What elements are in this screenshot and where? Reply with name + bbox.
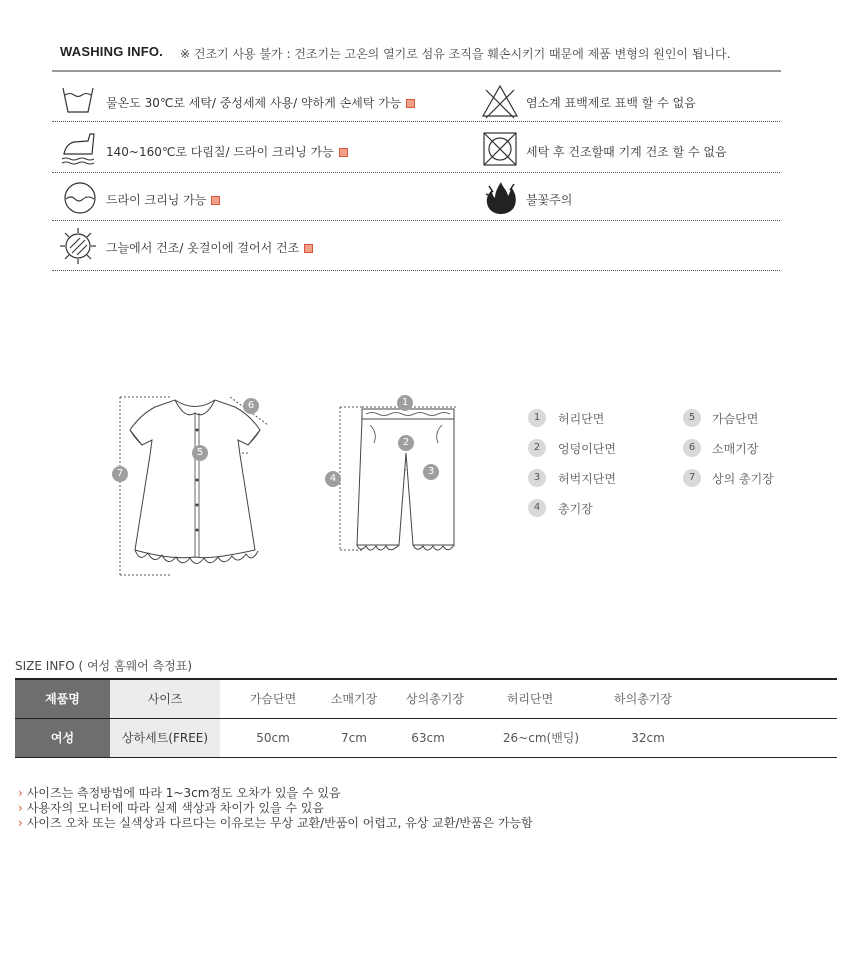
table-cell: 63cm	[411, 731, 445, 745]
legend-badge-3: 3	[528, 469, 546, 487]
marker-7: 7	[112, 466, 128, 482]
legend-badge-7: 7	[683, 469, 701, 487]
table-header-row	[15, 680, 837, 718]
header-col: 하의총기장	[614, 692, 672, 706]
legend-badge-5: 5	[683, 409, 701, 427]
table-cell: 26~cm(밴딩)	[502, 731, 580, 745]
table-cell: 32cm	[631, 731, 665, 745]
washing-title: WASHING INFO.	[60, 44, 163, 59]
wash-item-text-4: 세탁 후 건조할때 기계 건조 할 수 없음	[526, 145, 727, 159]
header-product-name: 제품명	[15, 680, 110, 718]
header-col: 상의총기장	[406, 692, 464, 706]
marker-4: 4	[325, 471, 341, 487]
arrow-icon: ›	[18, 801, 23, 815]
note-item: › 사용자의 모니터에 따라 실제 색상과 차이가 있을 수 있음	[18, 801, 324, 815]
marker-6: 6	[243, 398, 259, 414]
row-divider	[52, 172, 780, 173]
washing-divider	[52, 70, 781, 72]
wash-item-text-3: 140~160℃로 다림질/ 드라이 크리닝 가능	[106, 143, 348, 160]
wash-item-text-1: 물온도 30℃로 세탁/ 중성세제 사용/ 약하게 손세탁 가능	[106, 94, 415, 111]
no-bleach-icon	[480, 82, 520, 122]
marker-2: 2	[398, 435, 414, 451]
shade-dry-icon	[58, 226, 98, 266]
row-size: 상하세트(FREE)	[110, 719, 220, 757]
legend-label-6: 소매기장	[712, 442, 759, 456]
header-col: 가슴단면	[249, 692, 297, 706]
wash-item-text-2: 염소계 표백제로 표백 할 수 없음	[526, 96, 696, 110]
row-product-name: 여성	[15, 719, 110, 757]
flame-icon	[481, 178, 521, 218]
legend-label-3: 허벅지단면	[558, 472, 616, 486]
note-item: › 사이즈는 측정방법에 따라 1~3cm정도 오차가 있을 수 있음	[18, 786, 341, 800]
legend-badge-2: 2	[528, 439, 546, 457]
marker-5: 5	[192, 445, 208, 461]
check-square-icon	[339, 148, 348, 157]
size-table	[15, 678, 837, 758]
no-tumble-dry-icon	[480, 129, 520, 169]
row-divider	[52, 220, 780, 221]
wash-tub-icon	[58, 80, 98, 120]
check-square-icon	[406, 99, 415, 108]
legend-label-4: 총기장	[558, 502, 593, 516]
size-info-title: SIZE INFO ( 여성 홈웨어 측정표)	[15, 659, 192, 673]
legend-label-1: 허리단면	[558, 412, 605, 426]
header-col: 허리단면	[506, 692, 554, 706]
table-cell: 50cm	[256, 731, 290, 745]
row-divider	[52, 121, 780, 122]
legend-badge-6: 6	[683, 439, 701, 457]
legend-badge-4: 4	[528, 499, 546, 517]
legend-label-5: 가슴단면	[712, 412, 759, 426]
check-square-icon	[211, 196, 220, 205]
table-row	[15, 718, 837, 757]
arrow-icon: ›	[18, 816, 23, 830]
legend-label-7: 상의 총기장	[712, 472, 774, 486]
top-garment-diagram	[110, 385, 280, 585]
header-col: 소매기장	[330, 692, 378, 706]
iron-icon	[58, 128, 98, 168]
washing-note: ※ 건조기 사용 불가 : 건조기는 고온의 열기로 섬유 조직을 훼손시키기 때문에 제품 변형의 원인이 됩니다.	[180, 47, 731, 61]
legend-badge-1: 1	[528, 409, 546, 427]
wash-item-text-6: 불꽃주의	[526, 193, 573, 207]
table-cell: 7cm	[341, 731, 367, 745]
marker-3: 3	[423, 464, 439, 480]
legend-label-2: 엉덩이단면	[558, 442, 616, 456]
header-size: 사이즈	[110, 680, 220, 718]
dry-clean-icon	[60, 178, 100, 218]
marker-1: 1	[397, 395, 413, 411]
wash-item-text-7: 그늘에서 건조/ 옷걸이에 걸어서 건조	[106, 239, 313, 256]
check-square-icon	[304, 244, 313, 253]
arrow-icon: ›	[18, 786, 23, 800]
wash-item-text-5: 드라이 크리닝 가능	[106, 191, 220, 208]
pants-diagram	[322, 395, 462, 560]
row-divider	[52, 270, 780, 271]
note-item: › 사이즈 오차 또는 실색상과 다르다는 이유로는 무상 교환/반품이 어렵고, 유상 교환/반품은 가능함	[18, 816, 533, 830]
